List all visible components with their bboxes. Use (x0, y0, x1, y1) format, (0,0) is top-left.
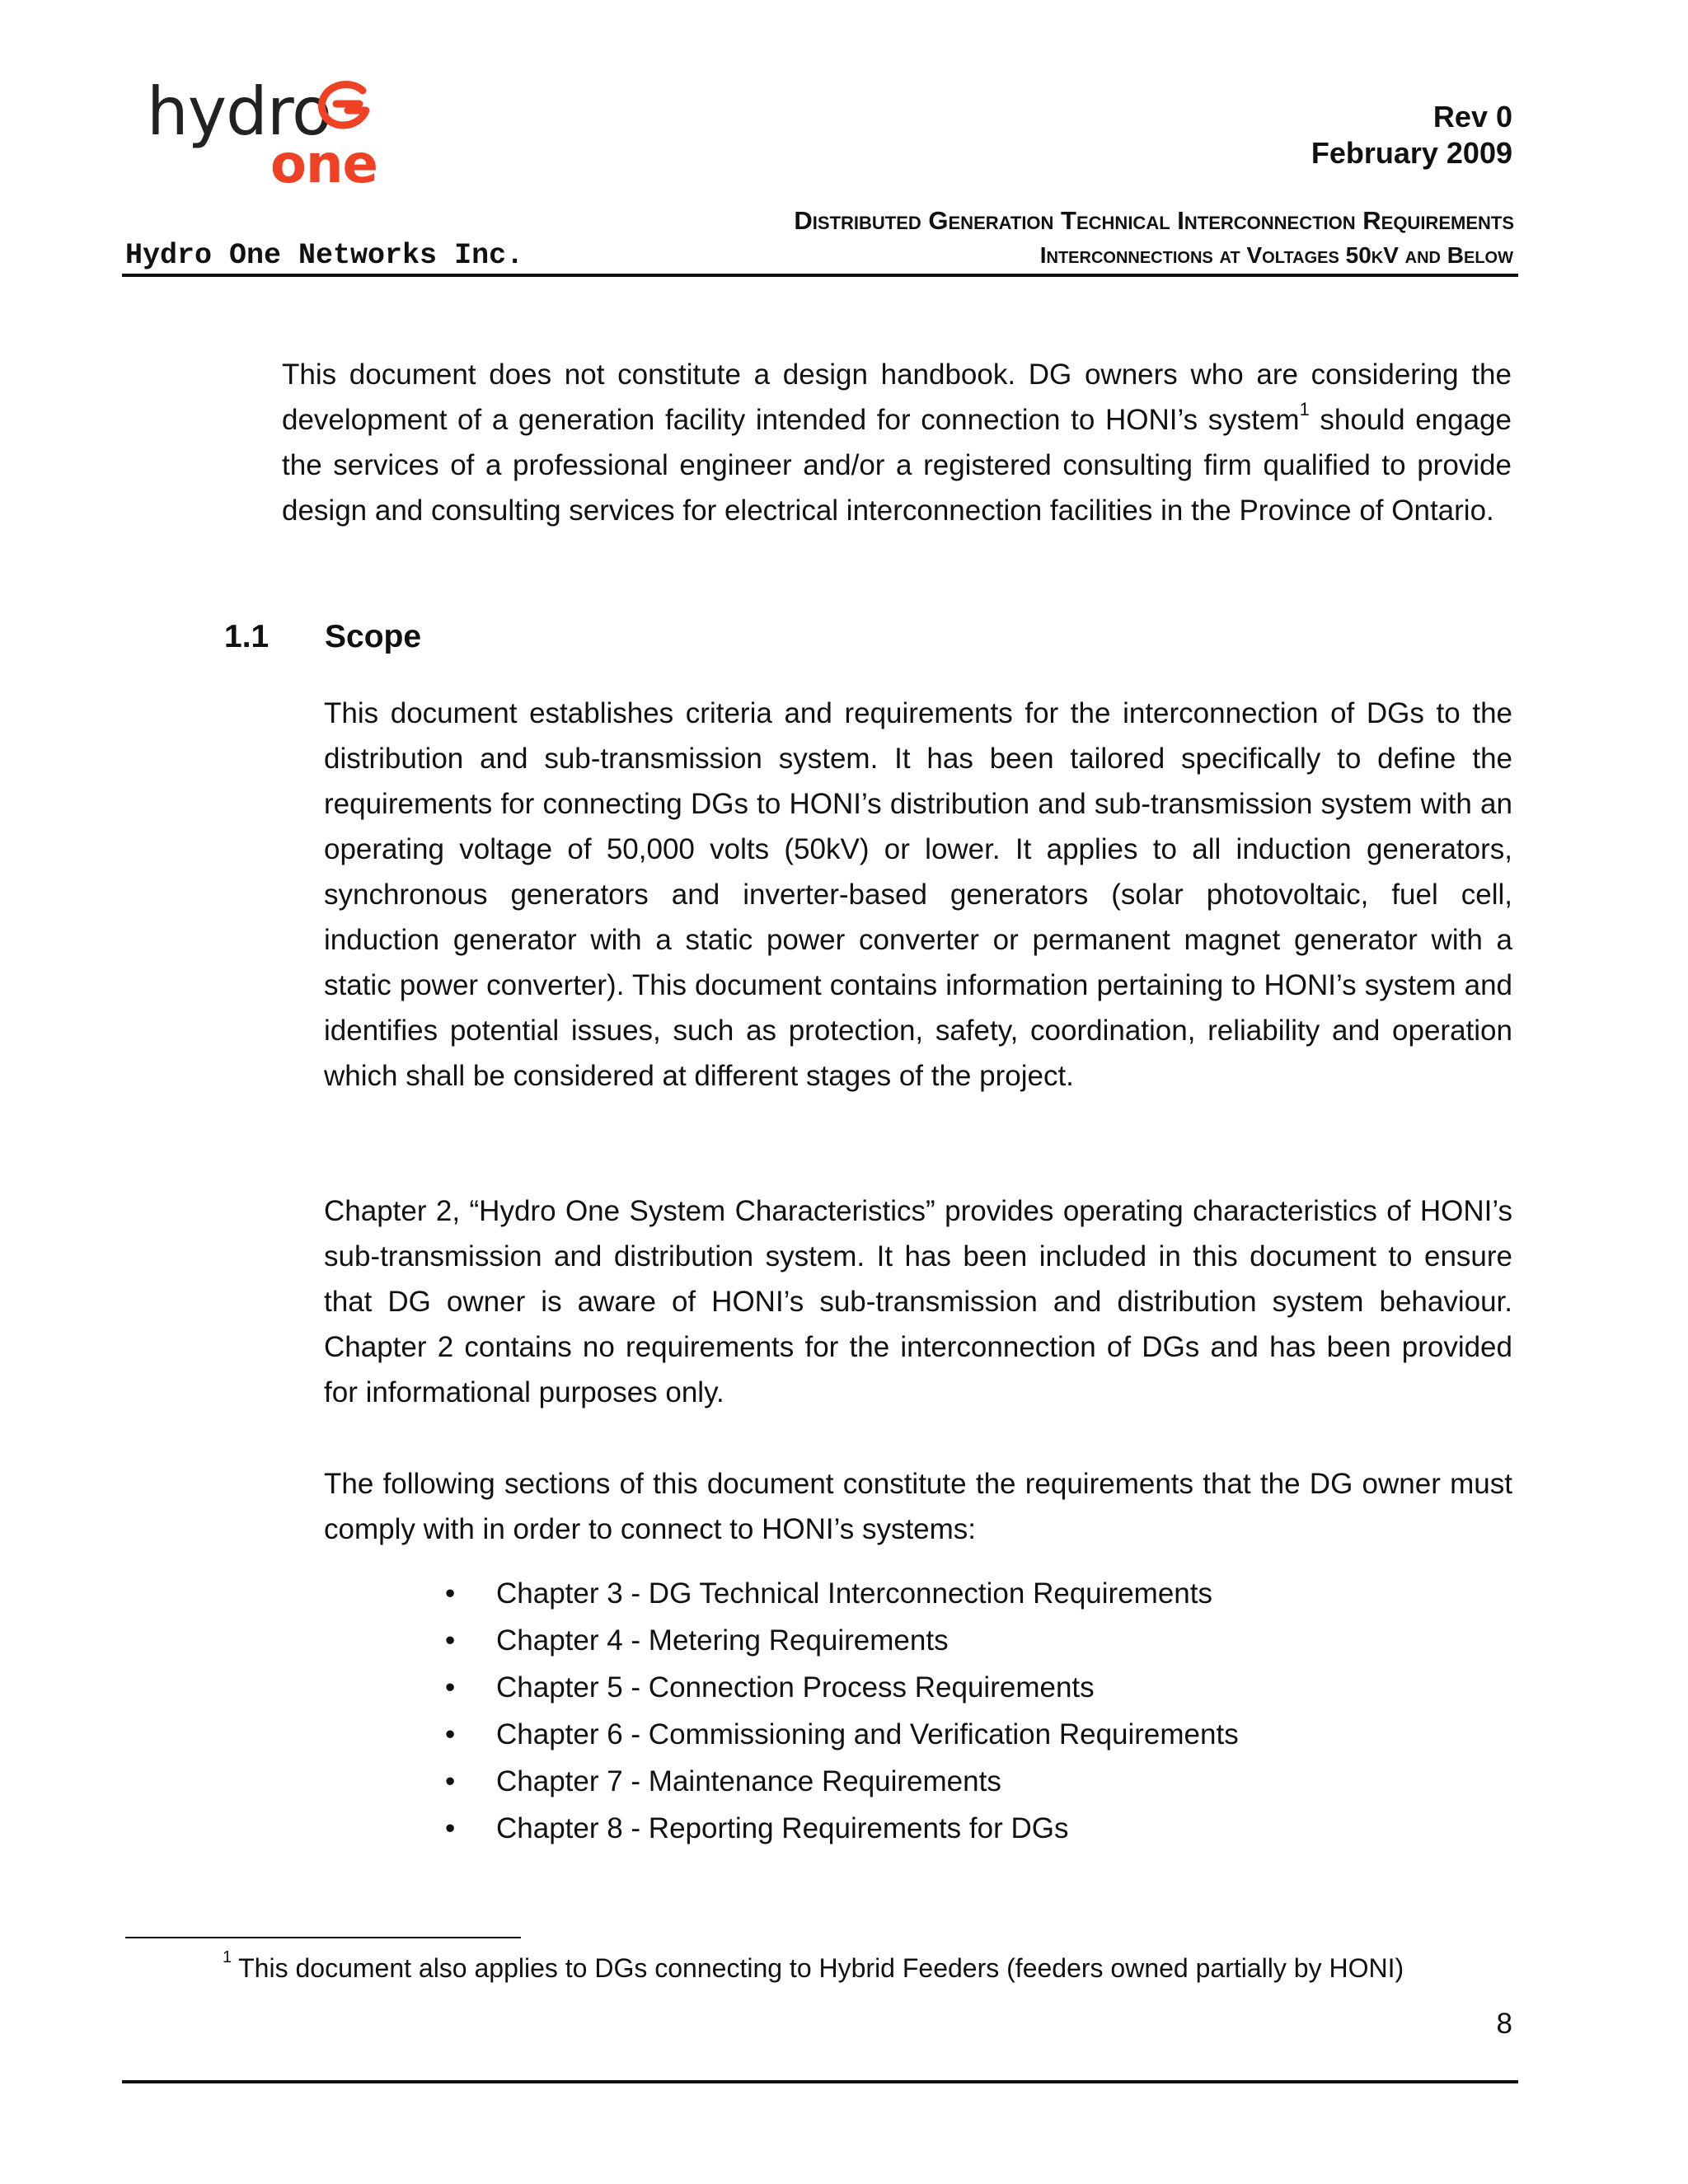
list-item-text: Chapter 6 - Commissioning and Verification Requirements (496, 1718, 1239, 1750)
intro-paragraph (282, 352, 1512, 533)
bullet-icon: • (445, 1718, 456, 1750)
document-subtitle (1040, 241, 1513, 270)
section-title: Scope (325, 619, 422, 654)
footnote-text: This document also applies to DGs connecting to Hybrid Feeders (feeders owned partially by HONI) (238, 1953, 1404, 1983)
logo-word-one: one (270, 134, 377, 195)
list-item-text: Chapter 4 - Metering Requirements (496, 1624, 949, 1657)
footnote (223, 1950, 1404, 1986)
scope-paragraph-1: This document establishes criteria and requirements for the interconnection of DGs to the distribution and sub-transmission system. It has been tailored specifically to define the requirements for connecting DGs to HONI’s distribution and sub-transmission system with an operating voltage of 50,000 volts (50kV) or lower. It applies to all induction generators, synchronous generators and inverter-based generators (solar photovoltaic, fuel cell, induction generator with a static power converter or permanent magnet generator with a static power converter). This document contains information pertaining to HONI’s system and identifies potential issues, such as protection, safety, coordination, reliability and operation which shall be considered at different stages of the project. (324, 697, 1512, 1092)
logo-word-hydro: hydro (147, 73, 331, 150)
revision-block (1311, 99, 1512, 171)
header-divider (122, 274, 1518, 277)
logo-swirl-icon (312, 79, 377, 145)
list-item-text: Chapter 8 - Reporting Requirements for DGs (496, 1812, 1069, 1844)
section-heading (224, 616, 421, 658)
list-item-text: Chapter 3 - DG Technical Interconnection Requirements (496, 1577, 1212, 1610)
revision-date: February 2009 (1311, 136, 1512, 170)
document-subtitle-text: Interconnections at Voltages 50kV and Below (1039, 242, 1513, 268)
bullet-icon: • (445, 1812, 456, 1844)
list-item (445, 1805, 1239, 1852)
chapter-list (445, 1570, 1239, 1852)
footnote-divider (125, 1937, 521, 1938)
page-number: 8 (1496, 2008, 1512, 2040)
bullet-icon: • (445, 1671, 456, 1704)
company-name: Hydro One Networks Inc. (125, 239, 524, 272)
bullet-icon: • (445, 1577, 456, 1610)
scope-paragraph-3: The following sections of this document constitute the requirements that the DG owner must comply with in order to connect to HONI’s systems: (324, 1468, 1512, 1545)
scope-paragraph-2: Chapter 2, “Hydro One System Characteristics” provides operating characteristics of HONI’s sub-transmission and distribution system. It has been included in this document to ensure that DG owner is aware of HONI’s sub-transmission and distribution system behaviour. Chapter 2 contains no requirements for the interconnection of DGs and has been provided for informational purposes only. (324, 1195, 1512, 1408)
list-item (445, 1664, 1239, 1711)
revision-label: Rev 0 (1432, 100, 1512, 134)
section-number: 1.1 (224, 619, 270, 654)
footer-divider (122, 2080, 1518, 2083)
bullet-icon: • (445, 1624, 456, 1657)
list-item-text: Chapter 5 - Connection Process Requirements (496, 1671, 1095, 1704)
intro-text-part1: This document does not constitute a design handbook. DG owners who are considering the development of a generation facility intended for connection to HONI’s system (282, 359, 1512, 436)
intro-text-part2: should engage the services of a professional engineer and/or a registered consulting firm qualified to provide design and consulting services for electrical interconnection facilities in the Province of Ontario. (282, 404, 1512, 527)
footnote-reference: 1 (1299, 399, 1310, 420)
list-item-text: Chapter 7 - Maintenance Requirements (496, 1765, 1001, 1797)
list-item (445, 1758, 1239, 1805)
list-item (445, 1711, 1239, 1758)
list-item (445, 1617, 1239, 1664)
bullet-icon: • (445, 1765, 456, 1797)
document-title-text: Distributed Generation Technical Interconnection Requirements (794, 206, 1514, 235)
footnote-marker: 1 (223, 1948, 232, 1967)
hydro-one-logo (147, 73, 394, 195)
list-item (445, 1570, 1239, 1617)
document-title (794, 204, 1514, 237)
